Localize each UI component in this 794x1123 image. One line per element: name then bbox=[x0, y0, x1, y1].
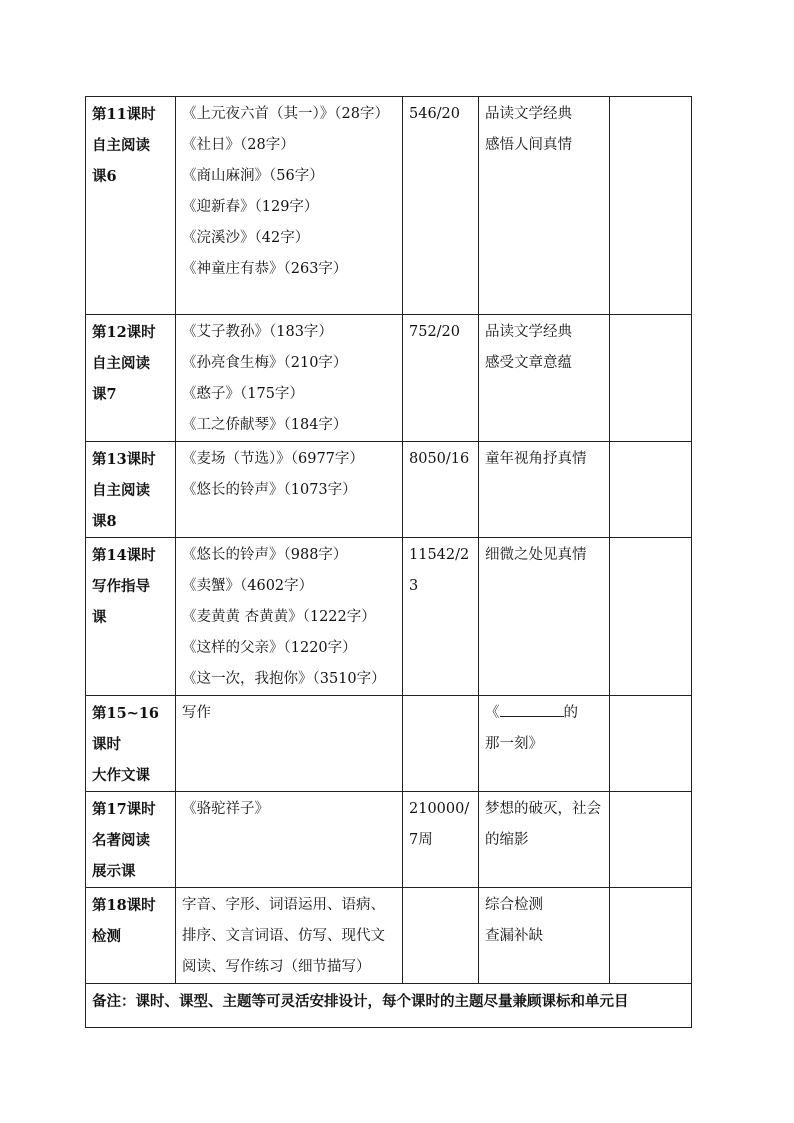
reading-item: 《浣溪沙》（42字） bbox=[182, 230, 310, 246]
session-label: 第15~16 bbox=[92, 705, 160, 722]
session-type: 课7 bbox=[92, 386, 117, 403]
theme-text: 感悟人间真情 bbox=[485, 137, 572, 153]
theme-text: 品读文学经典 bbox=[485, 324, 572, 340]
reading-item: 《麦场（节选）》（6977字） bbox=[182, 451, 364, 467]
session-type: 自主阅读 bbox=[92, 137, 150, 154]
session-cell bbox=[86, 442, 176, 538]
word-count: 11542/23 bbox=[409, 547, 470, 594]
session-type: 课 bbox=[92, 609, 107, 626]
theme-cell bbox=[479, 888, 610, 984]
table-row bbox=[86, 97, 692, 315]
session-label: 第12课时 bbox=[92, 324, 156, 341]
extra-cell bbox=[610, 315, 692, 442]
table-row bbox=[86, 792, 692, 888]
session-cell bbox=[86, 315, 176, 442]
reading-item: 《社日》（28字） bbox=[182, 137, 295, 153]
session-cell bbox=[86, 97, 176, 315]
note-cell bbox=[86, 984, 692, 1028]
table-row bbox=[86, 315, 692, 442]
reading-item: 《悠长的铃声》（988字） bbox=[182, 547, 348, 563]
session-type: 大作文课 bbox=[92, 767, 150, 784]
word-count-cell bbox=[403, 315, 479, 442]
session-label: 第13课时 bbox=[92, 451, 156, 468]
reading-item: 《神童庄有恭》（263字） bbox=[182, 261, 348, 277]
content-cell bbox=[176, 442, 403, 538]
reading-item: 《商山麻涧》（56字） bbox=[182, 168, 324, 184]
theme-prefix: 《 bbox=[485, 705, 500, 721]
extra-cell bbox=[610, 442, 692, 538]
note-text: 备注：课时、课型、主题等可灵活安排设计，每个课时的主题尽量兼顾课标和单元目 bbox=[92, 993, 629, 1010]
theme-cell bbox=[479, 442, 610, 538]
reading-item: 《悠长的铃声》（1073字） bbox=[182, 482, 357, 498]
content-cell bbox=[176, 696, 403, 792]
session-type: 名著阅读 bbox=[92, 832, 150, 849]
word-count-cell bbox=[403, 888, 479, 984]
word-count-cell bbox=[403, 97, 479, 315]
theme-text: 感受文章意蕴 bbox=[485, 355, 572, 371]
reading-item: 《这样的父亲》（1220字） bbox=[182, 640, 357, 656]
extra-cell bbox=[610, 538, 692, 696]
content-cell bbox=[176, 792, 403, 888]
session-cell bbox=[86, 792, 176, 888]
reading-item: 《工之侨献琴》（184字） bbox=[182, 417, 348, 433]
session-label: 第18课时 bbox=[92, 897, 156, 914]
session-cell bbox=[86, 696, 176, 792]
reading-item: 字音、字形、词语运用、语病、排序、文言词语、仿写、现代文阅读、写作练习（细节描写） bbox=[182, 897, 385, 975]
theme-text: 品读文学经典 bbox=[485, 106, 572, 122]
session-label: 第11课时 bbox=[92, 106, 156, 123]
table-row bbox=[86, 888, 692, 984]
extra-cell bbox=[610, 696, 692, 792]
theme-text: 梦想的破灭，社会的缩影 bbox=[485, 801, 601, 848]
word-count-cell bbox=[403, 442, 479, 538]
word-count-cell bbox=[403, 792, 479, 888]
reading-item: 《艾子教孙》（183字） bbox=[182, 324, 333, 340]
theme-suffix: 的 bbox=[563, 705, 578, 721]
theme-text: 那一刻》 bbox=[485, 736, 543, 752]
fill-blank bbox=[500, 702, 564, 717]
reading-item: 《骆驼祥子》 bbox=[182, 801, 269, 817]
extra-cell bbox=[610, 97, 692, 315]
session-type: 展示课 bbox=[92, 863, 136, 880]
table-row bbox=[86, 538, 692, 696]
table-row bbox=[86, 696, 692, 792]
content-cell bbox=[176, 538, 403, 696]
note-row bbox=[86, 984, 692, 1028]
word-count-cell bbox=[403, 538, 479, 696]
extra-cell bbox=[610, 792, 692, 888]
extra-cell bbox=[610, 888, 692, 984]
reading-item: 《孙亮食生梅》（210字） bbox=[182, 355, 348, 371]
theme-text: 细微之处见真情 bbox=[485, 547, 587, 563]
word-count: 8050/16 bbox=[409, 451, 470, 467]
table-row bbox=[86, 442, 692, 538]
session-type: 自主阅读 bbox=[92, 482, 150, 499]
theme-text: 综合检测 bbox=[485, 897, 543, 913]
reading-item: 《上元夜六首（其一）》（28字） bbox=[182, 106, 389, 122]
session-type: 写作指导 bbox=[92, 578, 150, 595]
theme-text: 童年视角抒真情 bbox=[485, 451, 587, 467]
reading-item: 《麦黄黄 杏黄黄》（1222字） bbox=[182, 609, 376, 625]
reading-item: 《迎新春》（129字） bbox=[182, 199, 319, 215]
content-cell bbox=[176, 315, 403, 442]
reading-item: 《这一次，我抱你》（3510字） bbox=[182, 671, 386, 687]
session-type: 课6 bbox=[92, 168, 117, 185]
session-cell bbox=[86, 538, 176, 696]
theme-cell bbox=[479, 97, 610, 315]
session-label: 第17课时 bbox=[92, 801, 156, 818]
theme-cell bbox=[479, 538, 610, 696]
theme-text: 查漏补缺 bbox=[485, 928, 543, 944]
content-cell bbox=[176, 97, 403, 315]
session-type: 课时 bbox=[92, 736, 121, 753]
session-type: 课8 bbox=[92, 513, 117, 530]
word-count: 210000/7周 bbox=[409, 801, 470, 848]
theme-cell bbox=[479, 792, 610, 888]
reading-item: 写作 bbox=[182, 705, 211, 721]
session-cell bbox=[86, 888, 176, 984]
word-count: 546/20 bbox=[409, 106, 461, 122]
session-type: 检测 bbox=[92, 928, 121, 945]
session-type: 自主阅读 bbox=[92, 355, 150, 372]
theme-cell bbox=[479, 315, 610, 442]
lesson-plan-table bbox=[85, 96, 692, 1028]
theme-cell bbox=[479, 696, 610, 792]
reading-item: 《憨子》（175字） bbox=[182, 386, 304, 402]
reading-item: 《卖蟹》（4602字） bbox=[182, 578, 314, 594]
word-count: 752/20 bbox=[409, 324, 461, 340]
content-cell bbox=[176, 888, 403, 984]
theme-text bbox=[485, 698, 603, 729]
word-count-cell bbox=[403, 696, 479, 792]
session-label: 第14课时 bbox=[92, 547, 156, 564]
